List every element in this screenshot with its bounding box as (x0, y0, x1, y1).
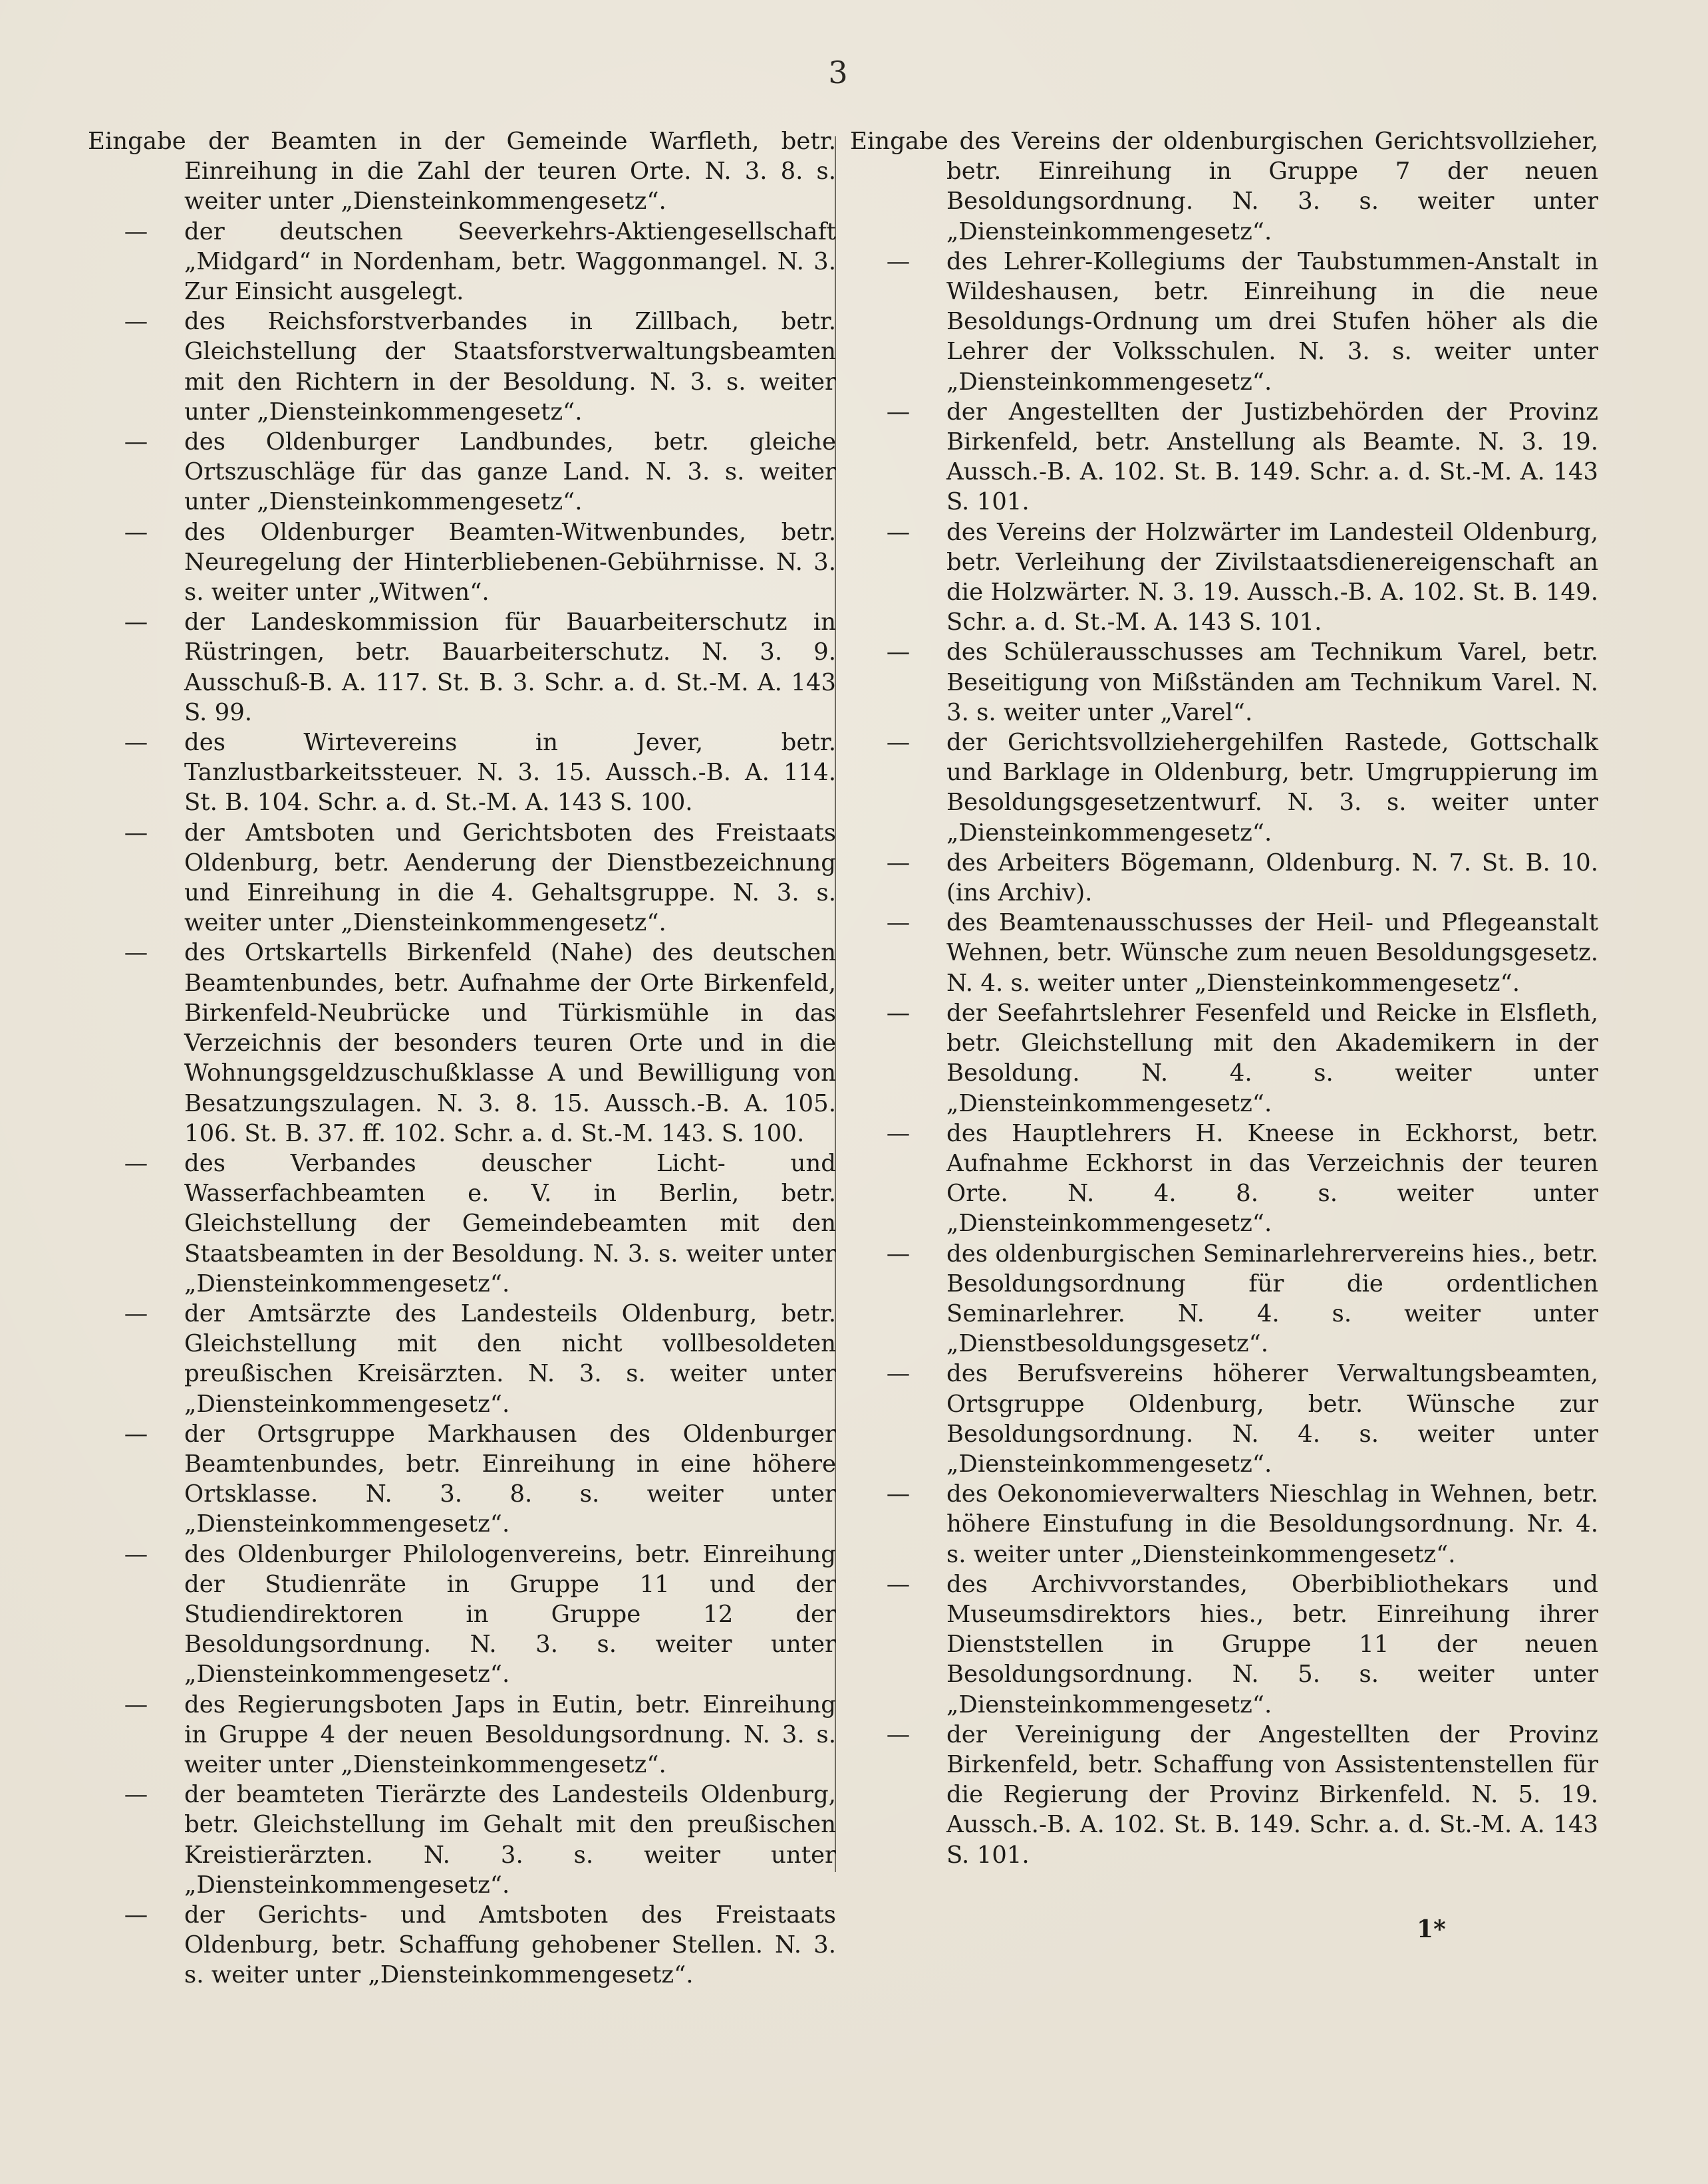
entry-text: der Seefahrtslehrer Fesenfeld und Reicke in Elsfleth, betr. Gleichstellung mit den Akademikern in der Besoldung. N. 4. s. weiter unter „Diensteinkommengesetz“. (946, 999, 1598, 1117)
list-item (88, 728, 836, 818)
entry-dash: — (886, 1480, 911, 1508)
entry-dash: — (886, 1119, 911, 1147)
list-item (850, 1239, 1598, 1359)
entry-dash: — (124, 1540, 148, 1568)
entry-dash: — (124, 1420, 148, 1448)
left-column (88, 126, 836, 1990)
entry-text: des Verbandes deuscher Licht- und Wasserfachbeamten e. V. in Berlin, betr. Gleichstellung der Gemeindebeamten mit den Staatsbeamten in der Besoldung. N. 3. s. weiter unter „Diensteinkommengesetz“. (184, 1149, 836, 1297)
entry-text: der Vereinigung der Angestellten der Provinz Birkenfeld, betr. Schaffung von Assistentenstellen für die Regierung der Provinz Birkenfeld. N. 5. 19. Aussch.-B. A. 102. St. B. 149. Schr. a. d. St.-M. A. 143 S. 101. (946, 1720, 1598, 1869)
list-item (88, 517, 836, 608)
list-item (88, 1540, 836, 1690)
entry-text: des Reichsforstverbandes in Zillbach, betr. Gleichstellung der Staatsforstverwaltungsbeamten mit den Richtern in der Besoldung. N. 3. s. weiter unter „Diensteinkommengesetz“. (184, 308, 836, 426)
list-item (88, 1780, 836, 1900)
list-item (850, 998, 1598, 1119)
entry-text: Eingabe der Beamten in der Gemeinde Warfleth, betr. Einreihung in die Zahl der teuren Orte. N. 3. 8. s. weiter unter „Diensteinkommengesetz“. (88, 128, 836, 215)
entry-dash: — (124, 819, 148, 847)
entry-text: des Ortskartells Birkenfeld (Nahe) des deutschen Beamtenbundes, betr. Aufnahme der Orte Birkenfeld, Birkenfeld-Neubrücke und Türkismühle in das Verzeichnis der besonders teuren Orte und in die Wohnungsgeldzuschußklasse A und Bewilligung von Besatzungszulagen. N. 3. 8. 15. Aussch.-B. A. 105. 106. St. B. 37. ff. 102. Schr. a. d. St.-M. 143. S. 100. (184, 939, 836, 1147)
right-entries (850, 247, 1598, 1870)
entry-text: des Oldenburger Philologenvereins, betr. Einreihung der Studienräte in Gruppe 11 und der Studiendirektoren in Gruppe 12 der Besoldungsordnung. N. 3. s. weiter unter „Diensteinkommengesetz“. (184, 1540, 836, 1689)
list-item (88, 1690, 836, 1780)
entry-text: Eingabe des Vereins der oldenburgischen Gerichtsvollzieher, betr. Einreihung in Gruppe 7 der neuen Besoldungsordnung. N. 3. s. weiter unter „Diensteinkommengesetz“. (850, 128, 1598, 245)
list-item (850, 517, 1598, 638)
entry-dash: — (124, 518, 148, 546)
list-item (88, 1900, 836, 1990)
entry-text: des Regierungsboten Japs in Eutin, betr. Einreihung in Gruppe 4 der neuen Besoldungsordnung. N. 3. s. weiter unter „Diensteinkommengesetz“. (184, 1691, 836, 1778)
entry-dash: — (886, 518, 911, 546)
entry-dash: — (124, 1149, 148, 1177)
entry-text: der Angestellten der Justizbehörden der Provinz Birkenfeld, betr. Anstellung als Beamte. N. 3. 19. Aussch.-B. A. 102. St. B. 149. Schr. a. d. St.-M. A. 143 S. 101. (946, 398, 1598, 516)
entry-dash: — (124, 1299, 148, 1327)
signature-mark: 1* (1417, 1915, 1446, 1943)
list-item (88, 1149, 836, 1299)
entry-text: des Oldenburger Landbundes, betr. gleiche Ortszuschläge für das ganze Land. N. 3. s. weiter unter „Diensteinkommengesetz“. (184, 428, 836, 516)
entry-text: des Berufsvereins höherer Verwaltungsbeamten, Ortsgruppe Oldenburg, betr. Wünsche zur Besoldungsordnung. N. 4. s. weiter unter „Diensteinkommengesetz“. (946, 1360, 1598, 1478)
entry-text: der Gerichtsvollziehergehilfen Rastede, Gottschalk und Barklage in Oldenburg, betr. Umgruppierung im Besoldungsgesetzentwurf. N. 3. s. weiter unter „Diensteinkommengesetz“. (946, 729, 1598, 847)
list-item (88, 427, 836, 517)
entry-dash: — (124, 1781, 148, 1809)
list-item (850, 848, 1598, 908)
list-item (88, 1419, 836, 1540)
entry-dash: — (886, 729, 911, 757)
entry-dash: — (124, 609, 148, 636)
entry-text: des Oldenburger Beamten-Witwenbundes, betr. Neuregelung der Hinterbliebenen-Gebührnisse. N. 3. s. weiter unter „Witwen“. (184, 518, 836, 607)
list-item (850, 1570, 1598, 1720)
entry-dash: — (124, 939, 148, 967)
right-column (850, 126, 1598, 1870)
entry-dash: — (124, 1901, 148, 1929)
entry-dash: — (886, 1570, 911, 1598)
list-item (88, 126, 836, 217)
entry-dash: — (886, 1360, 911, 1388)
list-item (88, 938, 836, 1148)
list-item (850, 1359, 1598, 1479)
list-item (88, 607, 836, 728)
list-item (850, 908, 1598, 998)
entry-text: des Hauptlehrers H. Kneese in Eckhorst, betr. Aufnahme Eckhorst in das Verzeichnis der teuren Orte. N. 4. 8. s. weiter unter „Diensteinkommengesetz“. (946, 1119, 1598, 1238)
entry-text: des Archivvorstandes, Oberbibliothekars und Museumsdirektors hies., betr. Einreihung ihrer Dienststellen in Gruppe 11 der neuen Besoldungsordnung. N. 5. s. weiter unter „Diensteinkommengesetz“. (946, 1570, 1598, 1718)
entry-text: der beamteten Tierärzte des Landesteils Oldenburg, betr. Gleichstellung im Gehalt mit den preußischen Kreistierärzten. N. 3. s. weiter unter „Diensteinkommengesetz“. (184, 1781, 836, 1899)
entry-dash: — (124, 428, 148, 456)
entry-text: der Landeskommission für Bauarbeiterschutz in Rüstringen, betr. Bauarbeiterschutz. N. 3. 9. Ausschuß-B. A. 117. St. B. 3. Schr. a. d. St.-M. A. 143 S. 99. (184, 609, 836, 726)
entry-text: des Schülerausschusses am Technikum Varel, betr. Beseitigung von Mißständen am Technikum Varel. N. 3. s. weiter unter „Varel“. (946, 638, 1598, 726)
list-item (88, 818, 836, 938)
entry-text: der Ortsgruppe Markhausen des Oldenburger Beamtenbundes, betr. Einreihung in eine höhere Ortsklasse. N. 3. 8. s. weiter unter „Diensteinkommengesetz“. (184, 1420, 836, 1538)
entry-dash: — (886, 1240, 911, 1268)
list-item (850, 1720, 1598, 1870)
entry-dash: — (886, 909, 911, 937)
entry-text: der deutschen Seeverkehrs-Aktiengesellschaft „Midgard“ in Nordenham, betr. Waggonmangel. N. 3. Zur Einsicht ausgelegt. (184, 217, 836, 306)
entry-text: der Amtsärzte des Landesteils Oldenburg, betr. Gleichstellung mit den nicht vollbesoldeten preußischen Kreisärzten. N. 3. s. weiter unter „Diensteinkommengesetz“. (184, 1299, 836, 1418)
entry-dash: — (886, 849, 911, 877)
entry-dash: — (124, 217, 148, 245)
list-item (850, 247, 1598, 397)
page-number: 3 (828, 55, 848, 90)
entry-dash: — (886, 247, 911, 275)
entry-dash: — (886, 398, 911, 426)
entry-dash: — (124, 308, 148, 336)
list-item (88, 307, 836, 427)
entry-dash: — (124, 1691, 148, 1718)
list-item (88, 1299, 836, 1419)
list-item (850, 1479, 1598, 1570)
entry-text: der Gerichts- und Amtsboten des Freistaats Oldenburg, betr. Schaffung gehobener Stellen. N. 3. s. weiter unter „Diensteinkommengesetz“. (184, 1901, 836, 1989)
entry-text: des oldenburgischen Seminarlehrervereins hies., betr. Besoldungsordnung für die ordentlichen Seminarlehrer. N. 4. s. weiter unter „Dienstbesoldungsgesetz“. (946, 1240, 1598, 1358)
entry-text: des Lehrer-Kollegiums der Taubstummen-Anstalt in Wildeshausen, betr. Einreihung in die neue Besoldungs-Ordnung um drei Stufen höher als die Lehrer der Volksschulen. N. 3. s. weiter unter „Diensteinkommengesetz“. (946, 247, 1598, 396)
list-item (850, 1119, 1598, 1239)
entry-text: der Amtsboten und Gerichtsboten des Freistaats Oldenburg, betr. Aenderung der Dienstbezeichnung und Einreihung in die 4. Gehaltsgruppe. N. 3. s. weiter unter „Diensteinkommengesetz“. (184, 819, 836, 937)
entry-dash: — (886, 638, 911, 666)
entry-text: des Wirtevereins in Jever, betr. Tanzlustbarkeitssteuer. N. 3. 15. Aussch.-B. A. 114. St. B. 104. Schr. a. d. St.-M. A. 143 S. 100. (184, 729, 836, 817)
entry-dash: — (886, 1720, 911, 1748)
entry-dash: — (886, 999, 911, 1027)
list-item (88, 217, 836, 307)
entry-dash: — (124, 729, 148, 757)
entry-text: des Arbeiters Bögemann, Oldenburg. N. 7. St. B. 10. (ins Archiv). (946, 849, 1598, 907)
list-item (850, 637, 1598, 728)
list-item (850, 397, 1598, 517)
list-item (850, 728, 1598, 848)
left-entries (88, 217, 836, 1990)
entry-text: des Oekonomieverwalters Nieschlag in Wehnen, betr. höhere Einstufung in die Besoldungsordnung. Nr. 4. s. weiter unter „Diensteinkommengesetz“. (946, 1480, 1598, 1568)
list-item (850, 126, 1598, 247)
entry-text: des Beamtenausschusses der Heil- und Pflegeanstalt Wehnen, betr. Wünsche zum neuen Besoldungsgesetz. N. 4. s. weiter unter „Diensteinkommengesetz“. (946, 909, 1598, 997)
entry-text: des Vereins der Holzwärter im Landesteil Oldenburg, betr. Verleihung der Zivilstaatsdienereigenschaft an die Holzwärter. N. 3. 19. Aussch.-B. A. 102. St. B. 149. Schr. a. d. St.-M. A. 143 S. 101. (946, 518, 1598, 636)
